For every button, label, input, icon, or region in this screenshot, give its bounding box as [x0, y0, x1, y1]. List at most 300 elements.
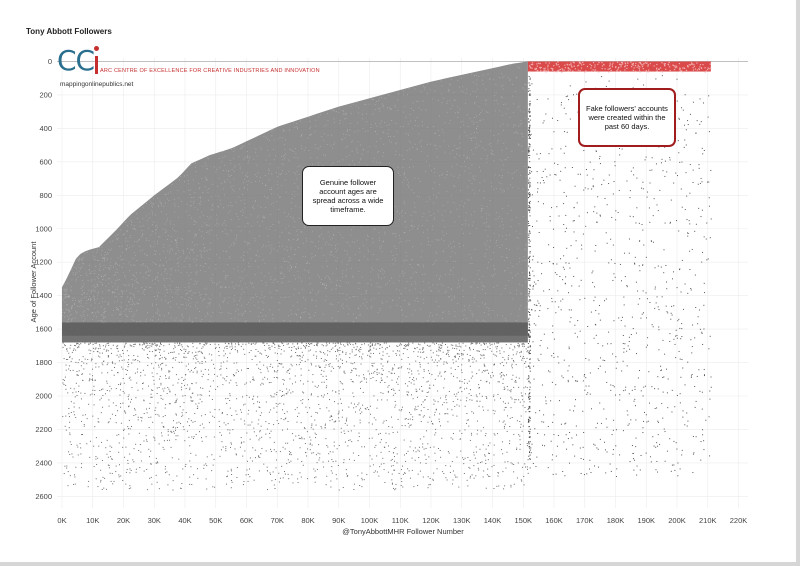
genuine-point — [353, 453, 354, 454]
genuine-point — [130, 380, 131, 381]
genuine-point — [166, 471, 167, 472]
genuine-point — [295, 153, 296, 154]
genuine-point — [488, 410, 489, 411]
genuine-point — [492, 151, 493, 152]
genuine-point — [264, 296, 265, 297]
genuine-point — [308, 343, 309, 344]
genuine-point — [406, 345, 407, 346]
genuine-point — [498, 133, 499, 134]
genuine-point — [71, 361, 72, 362]
genuine-point — [138, 450, 139, 451]
genuine-point — [402, 315, 403, 316]
genuine-point — [163, 265, 164, 266]
genuine-point — [155, 226, 156, 227]
genuine-point — [396, 382, 397, 383]
genuine-point — [82, 434, 83, 435]
genuine-point — [79, 264, 80, 265]
genuine-point — [459, 147, 460, 148]
genuine-point — [283, 367, 284, 368]
genuine-point — [262, 295, 263, 296]
genuine-point — [494, 100, 495, 101]
genuine-point — [520, 120, 521, 121]
genuine-point — [511, 210, 512, 211]
genuine-point — [477, 421, 478, 422]
genuine-point — [525, 260, 526, 261]
genuine-point — [220, 204, 221, 205]
genuine-point — [359, 433, 360, 434]
genuine-point — [208, 314, 209, 315]
genuine-point — [378, 476, 379, 477]
genuine-point — [290, 249, 291, 250]
genuine-point — [381, 399, 382, 400]
genuine-point — [378, 151, 379, 152]
genuine-point — [296, 178, 297, 179]
genuine-point — [360, 408, 361, 409]
genuine-point — [394, 246, 395, 247]
genuine-point — [148, 228, 149, 229]
genuine-point — [354, 425, 355, 426]
genuine-point — [261, 383, 262, 384]
genuine-point — [405, 288, 406, 289]
genuine-point — [460, 127, 461, 128]
genuine-point — [97, 295, 98, 296]
genuine-point — [471, 287, 472, 288]
genuine-point — [135, 359, 136, 360]
genuine-point — [490, 345, 491, 346]
genuine-point — [221, 366, 222, 367]
genuine-point — [463, 354, 464, 355]
genuine-point — [257, 401, 258, 402]
genuine-point — [495, 346, 496, 347]
genuine-point — [231, 187, 232, 188]
genuine-point — [416, 389, 417, 390]
genuine-point — [208, 303, 209, 304]
genuine-point — [412, 259, 413, 260]
genuine-point — [126, 238, 127, 239]
genuine-point — [408, 345, 409, 346]
genuine-point — [345, 442, 346, 443]
genuine-point — [86, 303, 87, 304]
genuine-point — [283, 447, 284, 448]
genuine-point — [126, 472, 127, 473]
genuine-point — [73, 267, 74, 268]
genuine-point — [68, 321, 69, 322]
genuine-point — [320, 367, 321, 368]
genuine-point — [507, 124, 508, 125]
genuine-point — [230, 380, 231, 381]
genuine-point — [295, 352, 296, 353]
genuine-point — [381, 246, 382, 247]
genuine-point — [327, 275, 328, 276]
genuine-point — [450, 256, 451, 257]
genuine-point — [182, 239, 183, 240]
genuine-point — [288, 226, 289, 227]
genuine-point — [400, 238, 401, 239]
genuine-point — [430, 245, 431, 246]
genuine-point — [527, 469, 528, 470]
genuine-point — [467, 485, 468, 486]
genuine-point — [396, 236, 397, 237]
genuine-point — [107, 252, 108, 253]
genuine-point — [95, 380, 96, 381]
genuine-point — [407, 344, 408, 345]
genuine-point — [66, 292, 67, 293]
genuine-point — [460, 190, 461, 191]
genuine-point — [479, 370, 480, 371]
genuine-point — [380, 123, 381, 124]
genuine-point — [132, 459, 133, 460]
genuine-point — [454, 394, 455, 395]
genuine-point — [135, 255, 136, 256]
genuine-point — [259, 407, 260, 408]
genuine-point — [193, 203, 194, 204]
genuine-point — [158, 349, 159, 350]
genuine-point — [92, 390, 93, 391]
genuine-point — [332, 318, 333, 319]
genuine-point — [450, 211, 451, 212]
genuine-point — [512, 84, 513, 85]
genuine-point — [245, 157, 246, 158]
genuine-point — [136, 278, 137, 279]
genuine-point — [418, 125, 419, 126]
genuine-point — [268, 345, 269, 346]
genuine-point — [102, 258, 103, 259]
genuine-point — [174, 433, 175, 434]
genuine-point — [279, 246, 280, 247]
genuine-point — [128, 366, 129, 367]
genuine-point — [94, 273, 95, 274]
genuine-point — [114, 292, 115, 293]
genuine-point — [114, 296, 115, 297]
genuine-point — [304, 227, 305, 228]
genuine-point — [212, 282, 213, 283]
genuine-point — [255, 240, 256, 241]
genuine-point — [398, 93, 399, 94]
genuine-point — [362, 154, 363, 155]
genuine-point — [400, 306, 401, 307]
genuine-point — [132, 284, 133, 285]
genuine-point — [160, 349, 161, 350]
genuine-point — [88, 309, 89, 310]
genuine-point — [307, 431, 308, 432]
genuine-point — [120, 314, 121, 315]
genuine-point — [132, 305, 133, 306]
genuine-point — [206, 478, 207, 479]
genuine-point — [275, 155, 276, 156]
genuine-point — [92, 394, 93, 395]
genuine-point — [135, 229, 136, 230]
genuine-point — [322, 344, 323, 345]
genuine-point — [197, 244, 198, 245]
genuine-point — [459, 136, 460, 137]
genuine-point — [471, 258, 472, 259]
genuine-point — [360, 252, 361, 253]
genuine-point — [96, 437, 97, 438]
genuine-point — [321, 234, 322, 235]
genuine-point — [149, 351, 150, 352]
genuine-point — [277, 194, 278, 195]
genuine-point — [129, 247, 130, 248]
genuine-point — [184, 181, 185, 182]
genuine-point — [154, 343, 155, 344]
genuine-point — [375, 131, 376, 132]
genuine-point — [449, 274, 450, 275]
genuine-point — [180, 176, 181, 177]
genuine-point — [452, 348, 453, 349]
genuine-point — [490, 200, 491, 201]
genuine-point — [191, 420, 192, 421]
genuine-point — [497, 142, 498, 143]
genuine-point — [448, 89, 449, 90]
genuine-point — [200, 204, 201, 205]
genuine-point — [229, 246, 230, 247]
genuine-point — [330, 279, 331, 280]
genuine-point — [157, 393, 158, 394]
genuine-point — [65, 283, 66, 284]
genuine-point — [125, 314, 126, 315]
genuine-point — [281, 185, 282, 186]
genuine-point — [247, 252, 248, 253]
genuine-point — [328, 232, 329, 233]
genuine-point — [368, 409, 369, 410]
genuine-point — [382, 458, 383, 459]
genuine-point — [526, 245, 527, 246]
genuine-point — [393, 368, 394, 369]
genuine-point — [288, 214, 289, 215]
genuine-point — [279, 346, 280, 347]
genuine-point — [463, 296, 464, 297]
genuine-point — [507, 389, 508, 390]
genuine-point — [503, 130, 504, 131]
genuine-point — [410, 446, 411, 447]
genuine-point — [278, 302, 279, 303]
genuine-point — [230, 211, 231, 212]
genuine-point — [518, 387, 519, 388]
genuine-point — [518, 462, 519, 463]
genuine-point — [106, 254, 107, 255]
genuine-point — [311, 364, 312, 365]
genuine-point — [517, 248, 518, 249]
genuine-point — [352, 160, 353, 161]
genuine-point — [486, 488, 487, 489]
genuine-point — [497, 245, 498, 246]
genuine-point — [448, 91, 449, 92]
genuine-point — [90, 350, 91, 351]
genuine-point — [233, 245, 234, 246]
genuine-point — [473, 222, 474, 223]
genuine-point — [242, 172, 243, 173]
genuine-point — [408, 304, 409, 305]
genuine-point — [300, 121, 301, 122]
genuine-point — [499, 182, 500, 183]
genuine-point — [189, 297, 190, 298]
genuine-point — [185, 395, 186, 396]
genuine-point — [346, 134, 347, 135]
genuine-point — [119, 265, 120, 266]
genuine-point — [432, 264, 433, 265]
genuine-point — [164, 244, 165, 245]
genuine-point — [119, 442, 120, 443]
genuine-point — [382, 156, 383, 157]
genuine-point — [385, 284, 386, 285]
genuine-point — [187, 292, 188, 293]
genuine-point — [216, 215, 217, 216]
genuine-point — [412, 147, 413, 148]
genuine-point — [490, 240, 491, 241]
genuine-point — [375, 445, 376, 446]
genuine-point — [407, 150, 408, 151]
genuine-point — [269, 245, 270, 246]
genuine-point — [332, 148, 333, 149]
genuine-point — [124, 393, 125, 394]
genuine-point — [62, 416, 63, 417]
genuine-point — [379, 247, 380, 248]
genuine-point — [130, 487, 131, 488]
genuine-point — [196, 259, 197, 260]
genuine-point — [381, 287, 382, 288]
genuine-point — [291, 267, 292, 268]
genuine-point — [313, 452, 314, 453]
genuine-point — [176, 435, 177, 436]
genuine-point — [217, 376, 218, 377]
genuine-point — [420, 142, 421, 143]
genuine-point — [153, 437, 154, 438]
genuine-point — [451, 300, 452, 301]
genuine-point — [168, 372, 169, 373]
genuine-point — [389, 385, 390, 386]
genuine-point — [333, 235, 334, 236]
genuine-point — [175, 239, 176, 240]
genuine-point — [433, 126, 434, 127]
genuine-point — [159, 379, 160, 380]
genuine-point — [182, 315, 183, 316]
genuine-point — [146, 439, 147, 440]
genuine-point — [346, 420, 347, 421]
genuine-point — [167, 273, 168, 274]
genuine-point — [250, 266, 251, 267]
genuine-point — [286, 297, 287, 298]
genuine-point — [433, 188, 434, 189]
genuine-point — [373, 99, 374, 100]
genuine-point — [472, 225, 473, 226]
genuine-point — [66, 290, 67, 291]
genuine-point — [365, 293, 366, 294]
genuine-point — [473, 137, 474, 138]
genuine-point — [353, 226, 354, 227]
genuine-point — [138, 303, 139, 304]
genuine-point — [186, 412, 187, 413]
genuine-point — [134, 241, 135, 242]
genuine-point — [294, 127, 295, 128]
genuine-point — [226, 225, 227, 226]
genuine-point — [327, 350, 328, 351]
genuine-point — [485, 293, 486, 294]
genuine-point — [156, 264, 157, 265]
genuine-point — [321, 279, 322, 280]
genuine-point — [276, 403, 277, 404]
genuine-point — [473, 154, 474, 155]
genuine-point — [445, 292, 446, 293]
genuine-point — [418, 474, 419, 475]
genuine-point — [137, 356, 138, 357]
genuine-point — [318, 404, 319, 405]
genuine-point — [297, 355, 298, 356]
genuine-point — [263, 297, 264, 298]
genuine-point — [485, 89, 486, 90]
genuine-point — [174, 212, 175, 213]
genuine-point — [282, 379, 283, 380]
genuine-point — [377, 274, 378, 275]
genuine-point — [287, 250, 288, 251]
genuine-point — [332, 473, 333, 474]
genuine-point — [223, 355, 224, 356]
genuine-point — [291, 364, 292, 365]
genuine-point — [316, 343, 317, 344]
genuine-point — [281, 342, 282, 343]
genuine-point — [394, 364, 395, 365]
genuine-point — [439, 350, 440, 351]
genuine-point — [64, 380, 65, 381]
genuine-point — [290, 265, 291, 266]
genuine-point — [247, 245, 248, 246]
genuine-point — [71, 279, 72, 280]
genuine-point — [454, 311, 455, 312]
genuine-point — [151, 346, 152, 347]
genuine-point — [155, 278, 156, 279]
genuine-point — [87, 294, 88, 295]
genuine-point — [519, 309, 520, 310]
genuine-point — [208, 158, 209, 159]
genuine-point — [346, 352, 347, 353]
genuine-point — [483, 410, 484, 411]
genuine-point — [199, 187, 200, 188]
genuine-point — [159, 416, 160, 417]
genuine-point — [161, 299, 162, 300]
genuine-point — [417, 485, 418, 486]
genuine-point — [67, 316, 68, 317]
genuine-point — [267, 150, 268, 151]
genuine-point — [484, 191, 485, 192]
genuine-point — [122, 291, 123, 292]
genuine-point — [162, 435, 163, 436]
genuine-point — [261, 437, 262, 438]
genuine-point — [473, 190, 474, 191]
genuine-point — [115, 263, 116, 264]
genuine-point — [455, 356, 456, 357]
genuine-point — [502, 175, 503, 176]
genuine-point — [393, 488, 394, 489]
genuine-point — [68, 485, 69, 486]
genuine-point — [377, 400, 378, 401]
genuine-point — [521, 351, 522, 352]
genuine-point — [155, 345, 156, 346]
genuine-point — [520, 110, 521, 111]
genuine-point — [150, 245, 151, 246]
genuine-point — [142, 235, 143, 236]
genuine-point — [152, 207, 153, 208]
genuine-point — [374, 371, 375, 372]
genuine-point — [131, 363, 132, 364]
genuine-point — [510, 397, 511, 398]
genuine-point — [292, 150, 293, 151]
genuine-point — [315, 476, 316, 477]
genuine-point — [300, 438, 301, 439]
genuine-point — [472, 121, 473, 122]
genuine-point — [73, 350, 74, 351]
genuine-point — [129, 468, 130, 469]
genuine-point — [346, 469, 347, 470]
genuine-point — [405, 383, 406, 384]
